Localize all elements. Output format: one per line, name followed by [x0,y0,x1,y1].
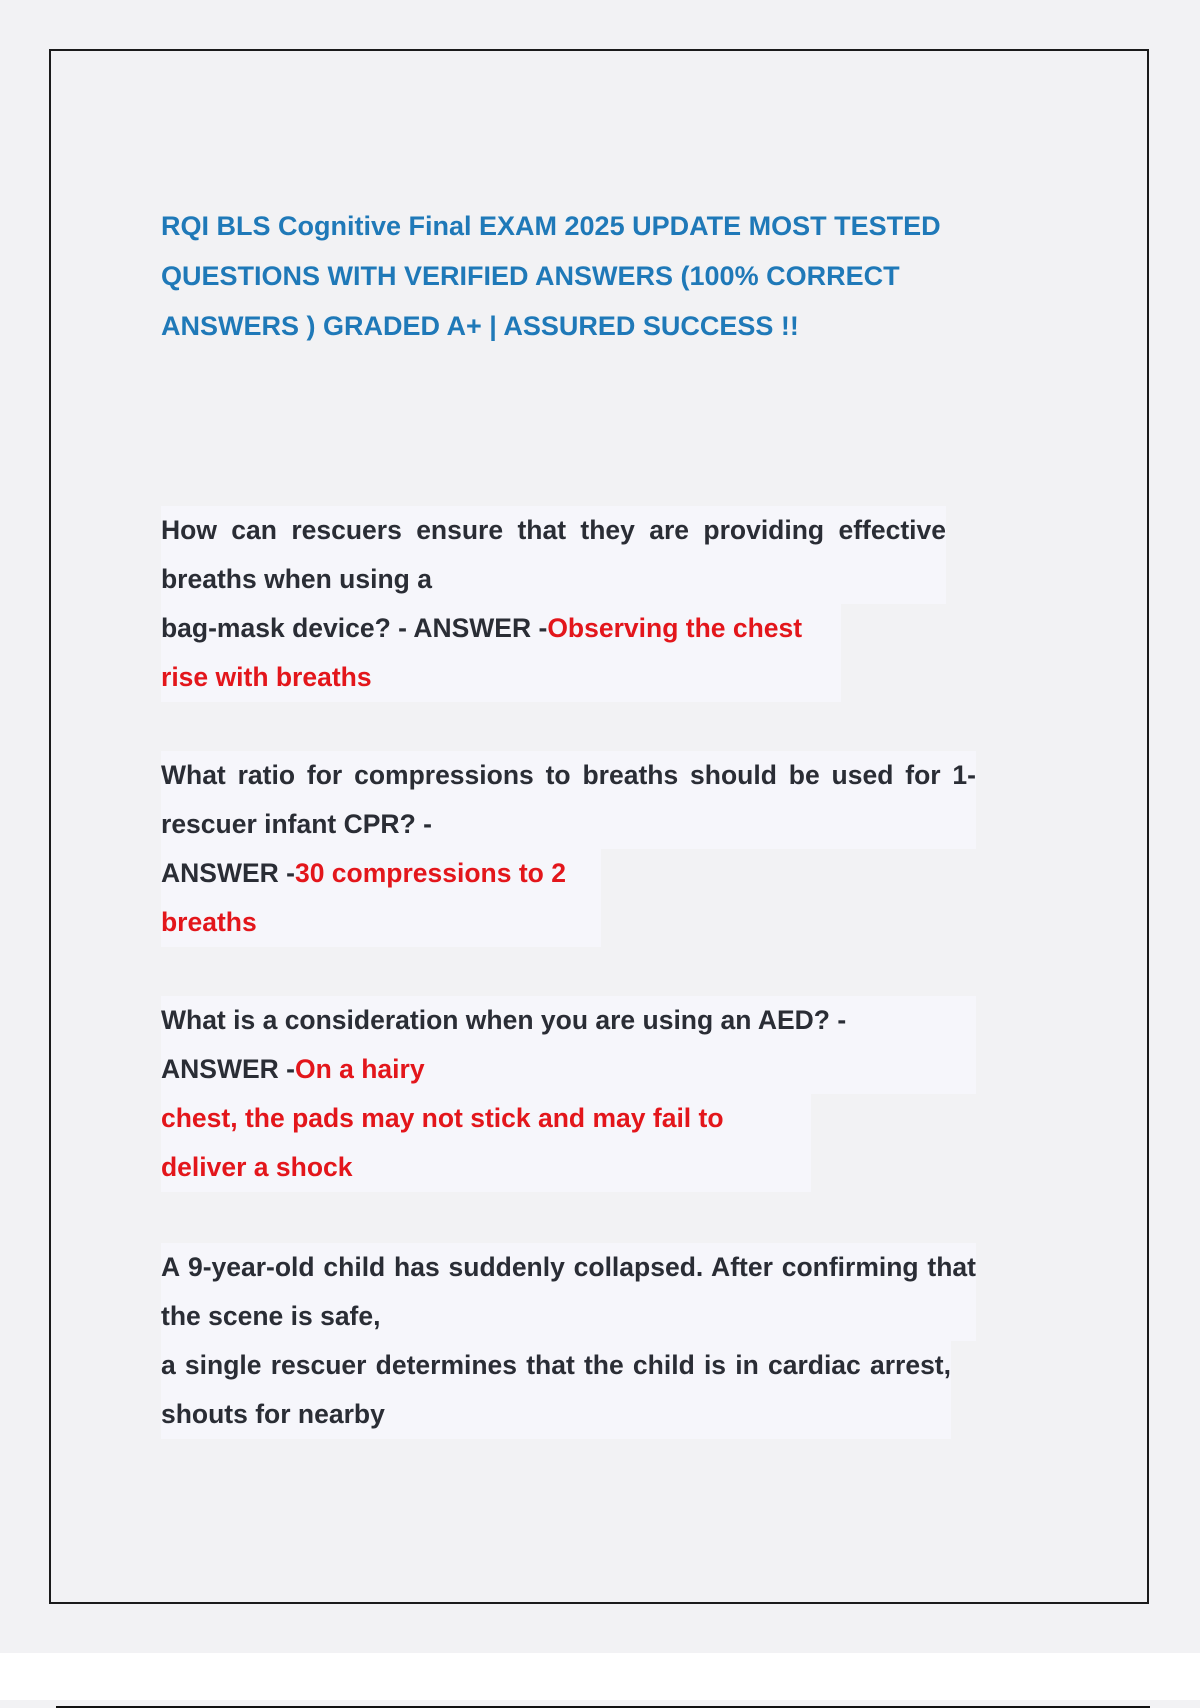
question-text: A 9-year-old child has suddenly collapsed. After confirming that the scene is safe, [161,1243,976,1341]
answer-line [161,604,841,702]
answer-text-start: On a hairy [294,1054,425,1084]
question-text: What ratio for compressions to breaths should be used for 1-rescuer infant CPR? - [161,751,976,849]
answer-text-continued: chest, the pads may not stick and may fail to deliver a shock [161,1094,811,1192]
qa-item-1 [161,506,946,702]
question-continuation: bag-mask device? - [161,613,414,643]
answer-label: ANSWER - [161,858,295,888]
page-gap [0,1653,1200,1700]
answer-label: ANSWER - [161,1054,295,1084]
answer-text: 30 compressions to 2 breaths [161,858,566,937]
document-page [49,49,1149,1604]
answer-line [161,849,601,947]
answer-label: ANSWER - [413,613,548,643]
question-text: How can rescuers ensure that they are providing effective breaths when using a [161,506,946,604]
question-text: What is a consideration when you are using an AED? - [161,996,976,1045]
answer-line [161,1045,976,1094]
qa-item-3 [161,996,976,1192]
question-continuation: a single rescuer determines that the child is in cardiac arrest, shouts for nearby [161,1341,951,1439]
document-title: RQI BLS Cognitive Final EXAM 2025 UPDATE MOST TESTED QUESTIONS WITH VERIFIED ANSWERS (100% CORRECT ANSWERS ) GRADED A+ | ASSURED SUCCESS !! [161,211,941,341]
qa-item-4 [161,1243,976,1439]
answer-text: Observing the chest rise with breaths [161,613,803,692]
qa-item-2 [161,751,976,947]
